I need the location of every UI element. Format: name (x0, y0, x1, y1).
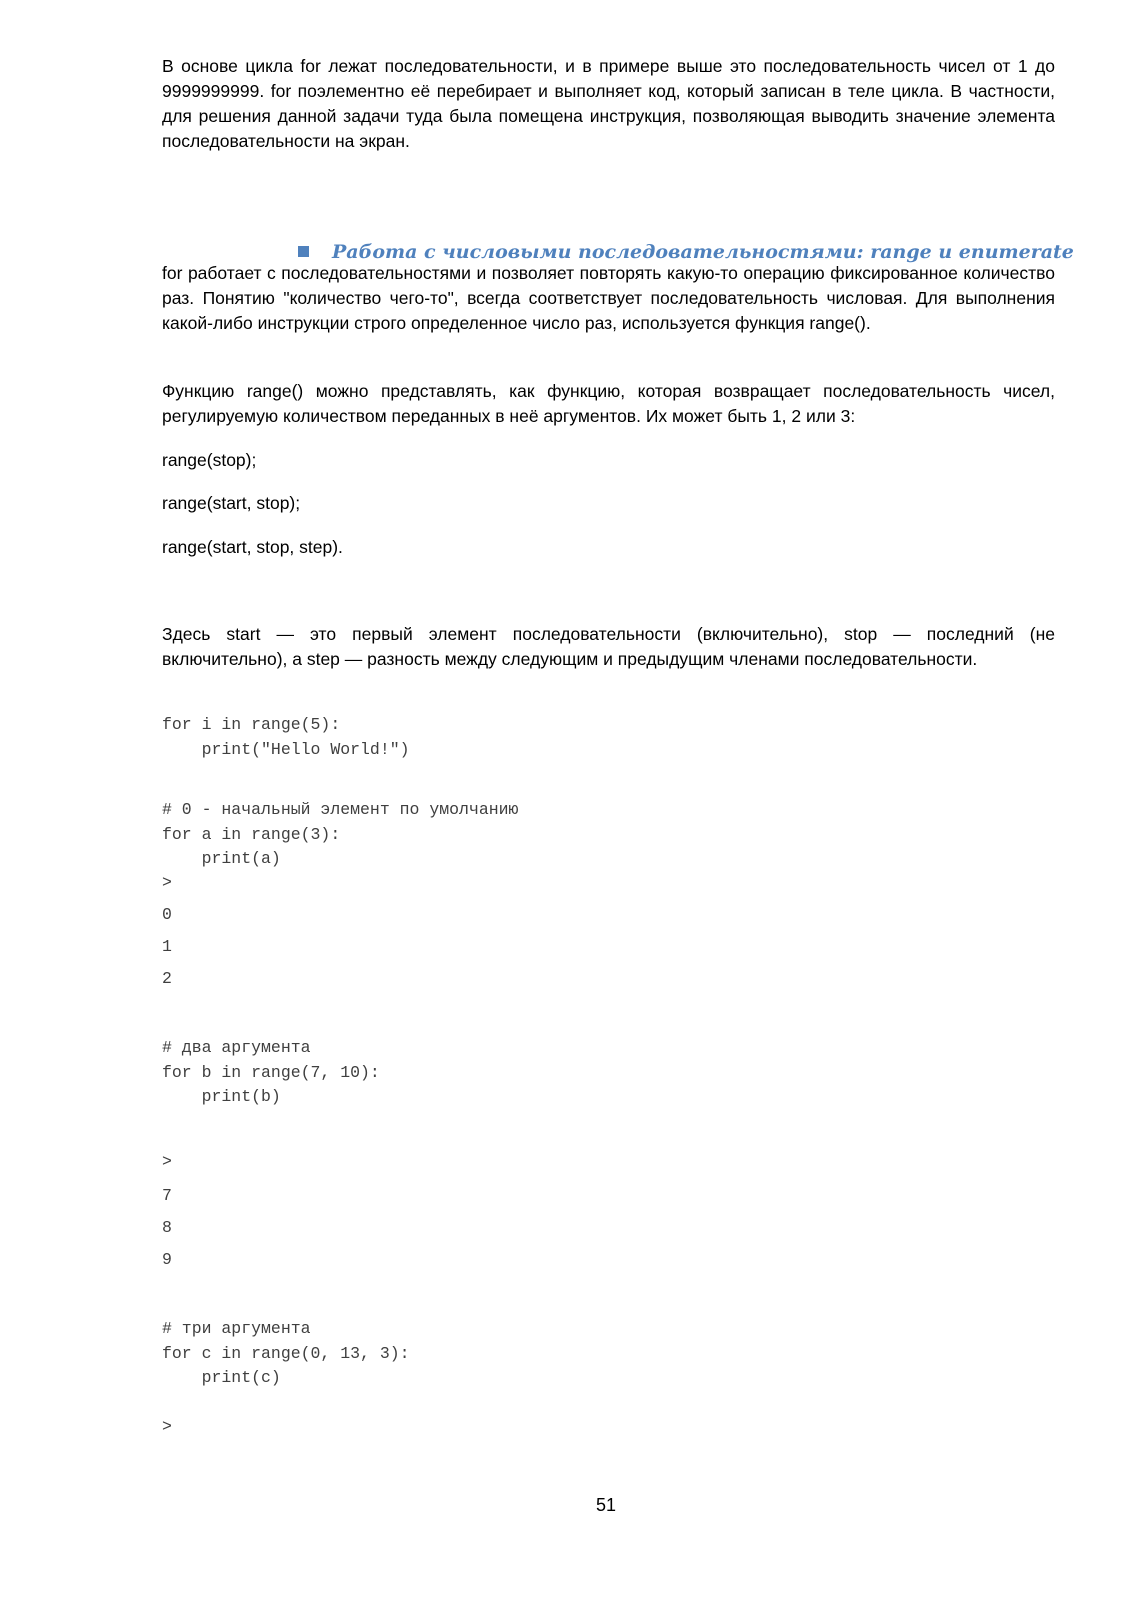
signature-start-stop-step: range(start, stop, step). (162, 537, 343, 557)
output-prompt: > (162, 1417, 172, 1436)
range-description-paragraph: Функцию range() можно представлять, как функцию, которая возвращает последовательность чисел, регулируемую количеством переданных в неё аргументов. Их может быть 1, 2 или 3: (162, 381, 1055, 426)
output-line: 2 (162, 969, 172, 988)
code-example-two-arguments: # два аргумента for b in range(7, 10): print(b) (162, 1038, 380, 1106)
intro-paragraph: В основе цикла for лежат последовательности, и в примере выше это последовательность чисел от 1 до 9999999999. for поэлементно её перебирает и выполняет код, который записан в теле цикла. В частности, для решения данной задачи туда была помещена инструкция, позволяющая выводить значение элемента последовательности на экран. (162, 56, 1055, 151)
output-line: 7 (162, 1186, 172, 1205)
output-line: 9 (162, 1250, 172, 1269)
output-line: 0 (162, 905, 172, 924)
code-example-one-argument: # 0 - начальный элемент по умолчанию for a in range(3): print(a) (162, 800, 519, 868)
signature-start-stop: range(start, stop); (162, 493, 301, 513)
square-bullet-icon (298, 246, 309, 257)
output-prompt: > (162, 873, 172, 892)
range-intro-paragraph: for работает с последовательностями и позволяет повторять какую-то операцию фиксированное количество раз. Понятию "количество чего-то", всегда соответствует последовательность числовая. Для выполнения какой-либо инструкции строго определенное число раз, используется функция range(). (162, 263, 1055, 333)
code-example-hello-world: for i in range(5): print("Hello World!") (162, 715, 410, 759)
output-line: 1 (162, 937, 172, 956)
section-heading-text: Работа с числовыми последовательностями: range и enumerate (332, 241, 1074, 263)
page-number: 51 (595, 1495, 617, 1515)
code-example-three-arguments: # три аргумента for c in range(0, 13, 3): print(c) (162, 1319, 410, 1387)
output-prompt: > (162, 1152, 172, 1171)
output-line: 8 (162, 1218, 172, 1237)
signature-stop: range(stop); (162, 450, 257, 470)
arguments-explanation-paragraph: Здесь start — это первый элемент последовательности (включительно), stop — последний (не включительно), а step — разность между следующим и предыдущим членами последовательности. (162, 624, 1055, 669)
